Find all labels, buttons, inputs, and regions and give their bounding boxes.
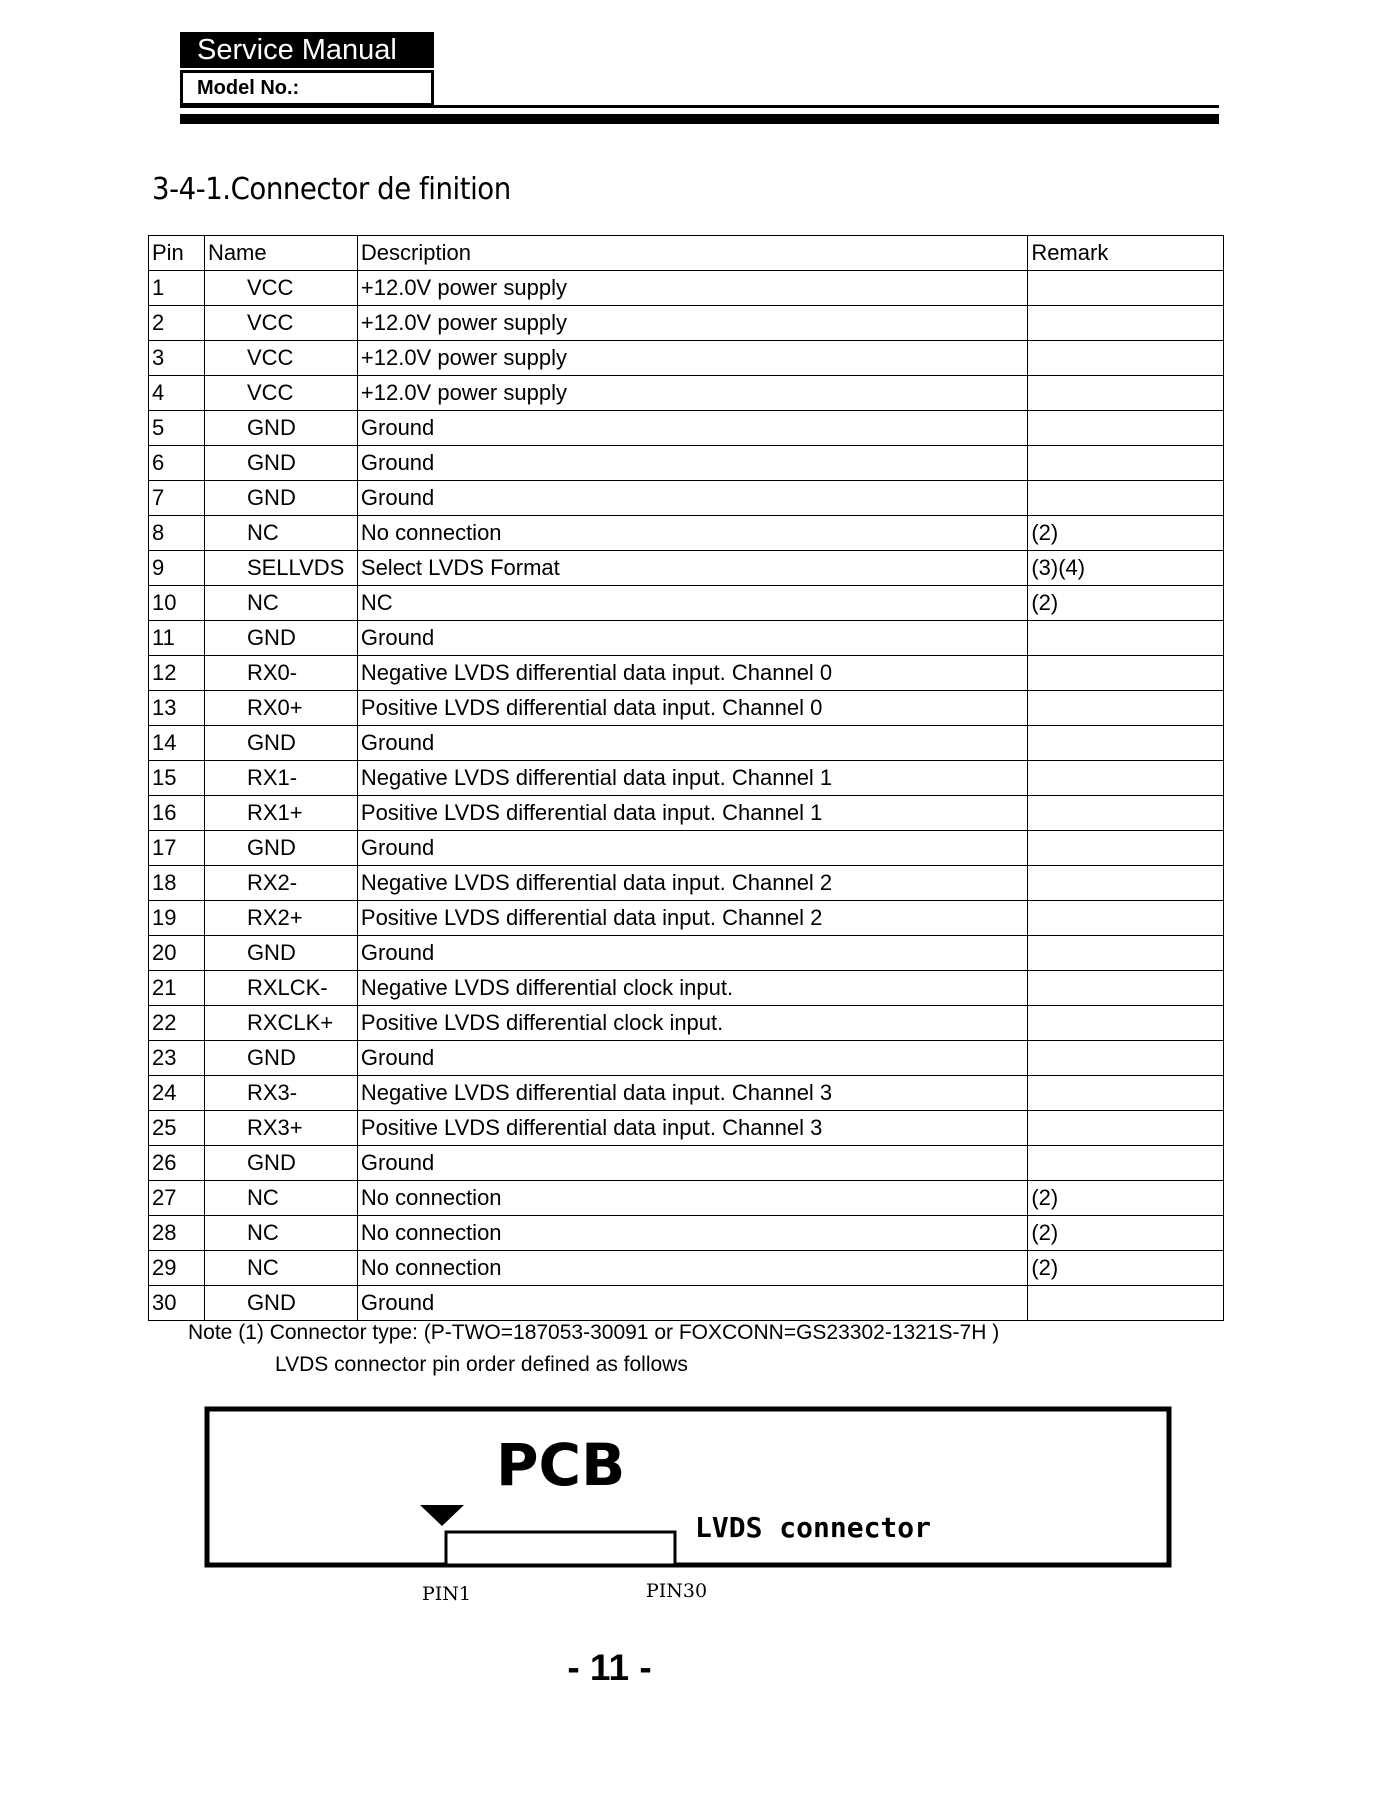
cell-name: GND [204,1041,357,1076]
cell-remark [1028,796,1224,831]
cell-description: +12.0V power supply [357,341,1027,376]
pcb-label: PCB [496,1431,626,1499]
cell-name: RX3- [204,1076,357,1111]
cell-description: Ground [357,481,1027,516]
cell-remark [1028,726,1224,761]
cell-description: Ground [357,411,1027,446]
cell-description: Negative LVDS differential clock input. [357,971,1027,1006]
cell-description: No connection [357,516,1027,551]
cell-name: GND [204,621,357,656]
cell-description: No connection [357,1181,1027,1216]
cell-description: +12.0V power supply [357,306,1027,341]
cell-name: GND [204,1286,357,1321]
cell-remark [1028,901,1224,936]
table-row [149,516,1224,551]
cell-pin: 5 [149,411,205,446]
cell-pin: 18 [149,866,205,901]
table-row [149,936,1224,971]
table-row [149,271,1224,306]
cell-name: GND [204,1146,357,1181]
cell-name: RX2- [204,866,357,901]
cell-description: Ground [357,446,1027,481]
cell-pin: 27 [149,1181,205,1216]
cell-pin: 28 [149,1216,205,1251]
cell-pin: 2 [149,306,205,341]
cell-description: Positive LVDS differential clock input. [357,1006,1027,1041]
table-row [149,376,1224,411]
cell-name: GND [204,831,357,866]
cell-pin: 12 [149,656,205,691]
section-title: 3-4-1.Connector de finition [152,172,511,207]
cell-pin: 21 [149,971,205,1006]
cell-remark [1028,376,1224,411]
cell-pin: 20 [149,936,205,971]
cell-name: RXCLK+ [204,1006,357,1041]
table-row [149,551,1224,586]
table-row [149,446,1224,481]
pin1-label: PIN1 [422,1583,472,1605]
table-row [149,1111,1224,1146]
cell-remark [1028,656,1224,691]
cell-description: Positive LVDS differential data input. Channel 1 [357,796,1027,831]
cell-pin: 14 [149,726,205,761]
cell-name: NC [204,1251,357,1286]
cell-pin: 30 [149,1286,205,1321]
cell-remark [1028,446,1224,481]
table-row [149,1286,1224,1321]
pcb-outline [207,1409,1169,1565]
table-row [149,306,1224,341]
cell-pin: 15 [149,761,205,796]
cell-description: +12.0V power supply [357,271,1027,306]
cell-pin: 17 [149,831,205,866]
table-header-row [149,236,1224,271]
cell-description: Ground [357,831,1027,866]
cell-remark [1028,691,1224,726]
cell-remark: (2) [1028,1181,1224,1216]
cell-remark: (2) [1028,516,1224,551]
cell-pin: 9 [149,551,205,586]
col-header-remark: Remark [1028,236,1224,271]
cell-name: SELLVDS [204,551,357,586]
cell-remark [1028,866,1224,901]
cell-remark [1028,971,1224,1006]
cell-description: +12.0V power supply [357,376,1027,411]
cell-pin: 1 [149,271,205,306]
cell-name: GND [204,411,357,446]
table-row [149,586,1224,621]
header-rule-thick [180,114,1219,124]
col-header-pin: Pin [149,236,205,271]
table-row [149,341,1224,376]
cell-description: Positive LVDS differential data input. Channel 2 [357,901,1027,936]
page-number: - 11 - [567,1647,652,1688]
table-row [149,1006,1224,1041]
cell-pin: 25 [149,1111,205,1146]
table-row [149,691,1224,726]
cell-remark: (2) [1028,1216,1224,1251]
cell-name: GND [204,446,357,481]
cell-name: RX0+ [204,691,357,726]
cell-pin: 22 [149,1006,205,1041]
cell-name: RX3+ [204,1111,357,1146]
manual-title: Service Manual [180,32,434,68]
pin30-label: PIN30 [646,1580,708,1602]
cell-description: NC [357,586,1027,621]
note-pin-order: LVDS connector pin order defined as follows [275,1353,688,1376]
cell-name: GND [204,726,357,761]
cell-remark [1028,306,1224,341]
cell-description: Ground [357,936,1027,971]
table-row [149,971,1224,1006]
cell-pin: 16 [149,796,205,831]
cell-name: RX1+ [204,796,357,831]
cell-pin: 7 [149,481,205,516]
cell-name: GND [204,936,357,971]
table-row [149,796,1224,831]
connector-pin-table [148,235,1224,1321]
cell-pin: 29 [149,1251,205,1286]
cell-pin: 23 [149,1041,205,1076]
cell-remark [1028,1041,1224,1076]
cell-description: Ground [357,1041,1027,1076]
cell-description: No connection [357,1216,1027,1251]
cell-name: RX2+ [204,901,357,936]
cell-name: RXLCK- [204,971,357,1006]
cell-pin: 11 [149,621,205,656]
table-row [149,1041,1224,1076]
table-row [149,726,1224,761]
table-row [149,481,1224,516]
cell-pin: 6 [149,446,205,481]
cell-name: GND [204,481,357,516]
cell-description: Ground [357,621,1027,656]
cell-remark [1028,271,1224,306]
cell-remark [1028,1146,1224,1181]
table-row [149,411,1224,446]
cell-remark [1028,761,1224,796]
table-row [149,831,1224,866]
cell-name: RX0- [204,656,357,691]
lvds-connector-body [446,1532,675,1565]
table-row [149,901,1224,936]
cell-description: Positive LVDS differential data input. Channel 3 [357,1111,1027,1146]
cell-remark: (3)(4) [1028,551,1224,586]
cell-name: VCC [204,341,357,376]
cell-description: No connection [357,1251,1027,1286]
table-row [149,761,1224,796]
table-row [149,1181,1224,1216]
col-header-name: Name [204,236,357,271]
cell-remark: (2) [1028,1251,1224,1286]
col-header-description: Description [357,236,1027,271]
table-row [149,621,1224,656]
table-row [149,1146,1224,1181]
lvds-connector-label: LVDS connector [695,1511,932,1544]
cell-remark: (2) [1028,586,1224,621]
cell-remark [1028,481,1224,516]
cell-name: NC [204,1181,357,1216]
cell-pin: 24 [149,1076,205,1111]
cell-pin: 4 [149,376,205,411]
cell-description: Ground [357,1286,1027,1321]
cell-pin: 8 [149,516,205,551]
cell-remark [1028,1111,1224,1146]
cell-remark [1028,341,1224,376]
table-body [149,271,1224,1321]
model-number-label: Model No.: [180,70,434,106]
cell-pin: 13 [149,691,205,726]
cell-description: Ground [357,1146,1027,1181]
cell-description: Negative LVDS differential data input. Channel 0 [357,656,1027,691]
cell-description: Ground [357,726,1027,761]
table-row [149,1216,1224,1251]
cell-description: Select LVDS Format [357,551,1027,586]
cell-remark [1028,1006,1224,1041]
cell-name: VCC [204,306,357,341]
cell-description: Positive LVDS differential data input. Channel 0 [357,691,1027,726]
cell-remark [1028,1076,1224,1111]
cell-pin: 26 [149,1146,205,1181]
cell-name: VCC [204,376,357,411]
lvds-connector-diagram [200,1402,1180,1612]
cell-description: Negative LVDS differential data input. Channel 3 [357,1076,1027,1111]
cell-name: NC [204,586,357,621]
table-row [149,1076,1224,1111]
cell-name: NC [204,1216,357,1251]
cell-remark [1028,936,1224,971]
cell-name: VCC [204,271,357,306]
cell-name: NC [204,516,357,551]
cell-name: RX1- [204,761,357,796]
cell-remark [1028,831,1224,866]
cell-remark [1028,411,1224,446]
note-connector-type: Note (1) Connector type: (P-TWO=187053-30091 or FOXCONN=GS23302-1321S-7H ) [188,1321,1000,1344]
cell-description: Negative LVDS differential data input. Channel 1 [357,761,1027,796]
cell-remark [1028,1286,1224,1321]
table-row [149,656,1224,691]
cell-pin: 10 [149,586,205,621]
cell-remark [1028,621,1224,656]
table-row [149,866,1224,901]
cell-pin: 19 [149,901,205,936]
cell-description: Negative LVDS differential data input. Channel 2 [357,866,1027,901]
header-rule-thin [180,105,1219,108]
cell-pin: 3 [149,341,205,376]
table-row [149,1251,1224,1286]
